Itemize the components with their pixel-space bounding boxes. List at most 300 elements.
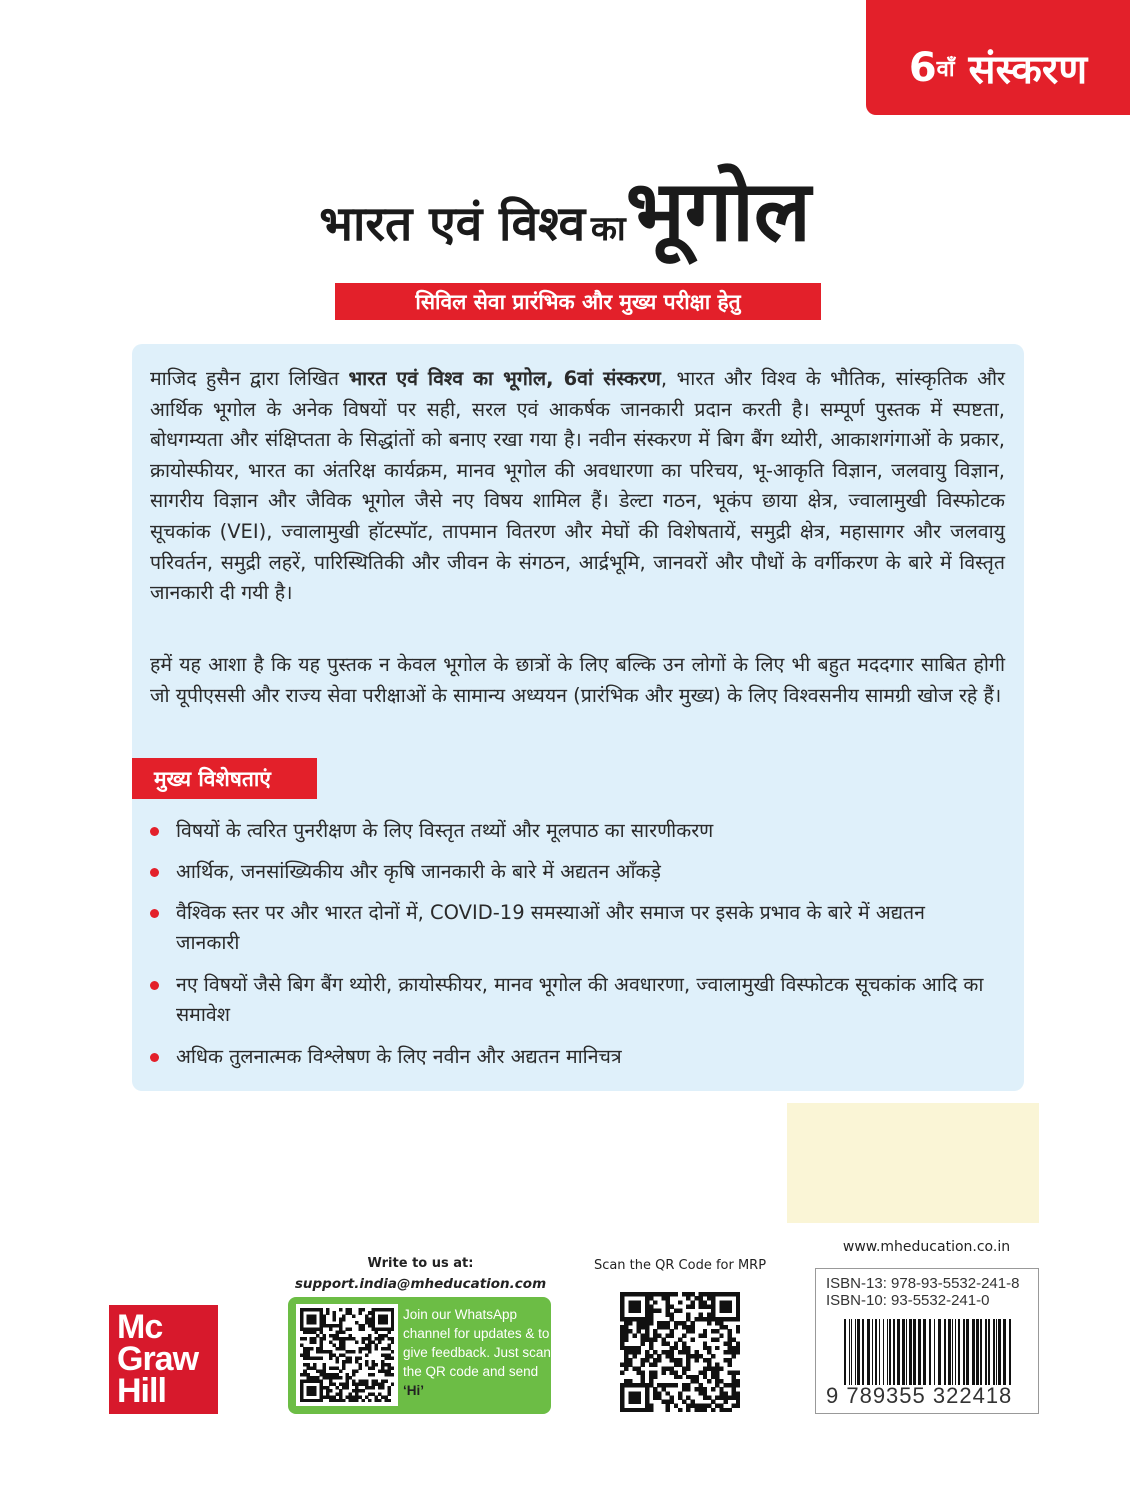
qr-module	[649, 1371, 653, 1375]
qr-module	[728, 1338, 732, 1342]
mrp-qr-code[interactable]	[620, 1292, 740, 1412]
qr-module	[666, 1321, 670, 1325]
qr-module	[306, 1366, 310, 1370]
qr-module	[678, 1321, 682, 1325]
qr-module	[355, 1392, 359, 1396]
qr-module	[645, 1338, 649, 1342]
qr-module	[365, 1360, 369, 1364]
qr-module	[620, 1317, 624, 1321]
qr-module	[368, 1321, 372, 1325]
qr-module	[674, 1309, 678, 1313]
qr-module	[310, 1376, 314, 1380]
qr-module	[313, 1340, 317, 1344]
qr-module	[329, 1324, 333, 1328]
qr-module	[645, 1292, 649, 1296]
qr-module	[300, 1383, 304, 1387]
qr-module	[715, 1346, 719, 1350]
qr-module	[300, 1389, 304, 1393]
qr-module	[329, 1366, 333, 1370]
qr-module	[310, 1331, 314, 1335]
qr-module	[736, 1304, 740, 1308]
qr-module	[306, 1331, 310, 1335]
qr-module	[620, 1292, 624, 1296]
qr-module	[381, 1308, 385, 1312]
qr-module	[707, 1362, 711, 1366]
qr-module	[670, 1350, 674, 1354]
qr-module	[699, 1313, 703, 1317]
qr-module	[362, 1340, 366, 1344]
qr-module	[384, 1334, 388, 1338]
qr-module	[632, 1346, 636, 1350]
qr-module	[391, 1327, 394, 1331]
qr-module	[670, 1333, 674, 1337]
qr-module	[682, 1346, 686, 1350]
qr-module	[728, 1304, 732, 1308]
qr-module	[371, 1308, 375, 1312]
qr-module	[707, 1304, 711, 1308]
qr-module	[723, 1400, 727, 1404]
qr-module	[624, 1292, 628, 1296]
qr-module	[732, 1338, 736, 1342]
qr-module	[339, 1324, 343, 1328]
qr-module	[653, 1375, 657, 1379]
qr-module	[368, 1373, 372, 1377]
qr-module	[711, 1296, 715, 1300]
qr-module	[306, 1376, 310, 1380]
qr-module	[378, 1327, 382, 1331]
qr-module	[732, 1387, 736, 1391]
qr-module	[703, 1329, 707, 1333]
qr-module	[339, 1353, 343, 1357]
subtitle-banner: सिविल सेवा प्रारंभिक और मुख्य परीक्षा हेतु	[335, 283, 821, 320]
qr-module	[707, 1395, 711, 1399]
qr-module	[723, 1317, 727, 1321]
qr-module	[686, 1387, 690, 1391]
qr-module	[719, 1325, 723, 1329]
qr-module	[707, 1296, 711, 1300]
qr-module	[736, 1346, 740, 1350]
qr-module	[628, 1383, 632, 1387]
qr-module	[723, 1292, 727, 1296]
qr-module	[686, 1292, 690, 1296]
qr-module	[628, 1379, 632, 1383]
qr-module	[728, 1300, 732, 1304]
qr-module	[306, 1373, 310, 1377]
qr-module	[641, 1338, 645, 1342]
qr-module	[300, 1324, 304, 1328]
qr-module	[661, 1350, 665, 1354]
qr-module	[384, 1373, 388, 1377]
qr-module	[388, 1357, 392, 1361]
qr-module	[641, 1333, 645, 1337]
qr-module	[339, 1383, 343, 1387]
qr-module	[666, 1325, 670, 1329]
qr-module	[310, 1379, 314, 1383]
qr-module	[711, 1371, 715, 1375]
qr-module	[690, 1400, 694, 1404]
qr-module	[628, 1400, 632, 1404]
qr-module	[732, 1383, 736, 1387]
qr-module	[313, 1392, 317, 1396]
barcode-bar	[980, 1319, 982, 1385]
qr-module	[345, 1337, 349, 1341]
qr-module	[316, 1350, 320, 1354]
qr-module	[332, 1399, 336, 1402]
qr-module	[620, 1408, 624, 1412]
qr-module	[375, 1327, 379, 1331]
qr-module	[711, 1304, 715, 1308]
qr-module	[699, 1333, 703, 1337]
qr-module	[381, 1383, 385, 1387]
qr-module	[339, 1331, 343, 1335]
qr-module	[732, 1395, 736, 1399]
qr-module	[303, 1347, 307, 1351]
whatsapp-qr-code[interactable]	[296, 1304, 398, 1406]
qr-module	[300, 1386, 304, 1390]
qr-module	[694, 1379, 698, 1383]
qr-module	[674, 1362, 678, 1366]
qr-module	[736, 1342, 740, 1346]
qr-module	[300, 1344, 304, 1348]
qr-module	[371, 1314, 375, 1318]
qr-module	[391, 1340, 394, 1344]
qr-module	[682, 1383, 686, 1387]
qr-module	[653, 1338, 657, 1342]
features-heading: मुख्य विशेषताएं	[132, 758, 317, 799]
qr-module	[694, 1358, 698, 1362]
qr-module	[661, 1366, 665, 1370]
qr-module	[303, 1350, 307, 1354]
qr-module	[358, 1324, 362, 1328]
qr-module	[719, 1395, 723, 1399]
qr-module	[345, 1360, 349, 1364]
qr-module	[653, 1333, 657, 1337]
qr-module	[637, 1400, 641, 1404]
qr-module	[628, 1346, 632, 1350]
barcode-bar	[929, 1319, 931, 1385]
qr-module	[715, 1292, 719, 1296]
qr-module	[339, 1327, 343, 1331]
qr-module	[371, 1373, 375, 1377]
qr-module	[699, 1371, 703, 1375]
qr-module	[645, 1358, 649, 1362]
qr-module	[707, 1358, 711, 1362]
qr-module	[365, 1379, 369, 1383]
qr-module	[368, 1324, 372, 1328]
qr-module	[375, 1379, 379, 1383]
qr-module	[336, 1360, 340, 1364]
qr-module	[384, 1370, 388, 1374]
qr-module	[384, 1314, 388, 1318]
qr-module	[632, 1292, 636, 1296]
qr-module	[342, 1353, 346, 1357]
qr-module	[632, 1309, 636, 1313]
qr-module	[628, 1391, 632, 1395]
qr-module	[736, 1383, 740, 1387]
qr-module	[339, 1370, 343, 1374]
qr-module	[336, 1334, 340, 1338]
qr-module	[628, 1358, 632, 1362]
qr-module	[384, 1363, 388, 1367]
qr-module	[699, 1292, 703, 1296]
qr-module	[319, 1350, 323, 1354]
qr-module	[313, 1314, 317, 1318]
mrp-label: Scan the QR Code for MRP	[593, 1258, 767, 1273]
qr-module	[637, 1391, 641, 1395]
qr-module	[653, 1292, 657, 1296]
qr-module	[686, 1350, 690, 1354]
qr-module	[349, 1399, 353, 1402]
feature-item: अधिक तुलनात्मक विश्लेषण के लिए नवीन और अद्यतन मानिचत्र	[150, 1042, 990, 1072]
qr-module	[715, 1404, 719, 1408]
qr-module	[736, 1395, 740, 1399]
qr-module	[378, 1308, 382, 1312]
qr-module	[728, 1309, 732, 1313]
qr-module	[384, 1396, 388, 1400]
qr-module	[624, 1362, 628, 1366]
qr-module	[628, 1362, 632, 1366]
barcode-bar	[934, 1319, 935, 1385]
qr-module	[694, 1387, 698, 1391]
barcode-bar	[855, 1319, 856, 1385]
qr-module	[699, 1404, 703, 1408]
qr-module	[628, 1317, 632, 1321]
qr-module	[352, 1383, 356, 1387]
qr-module	[649, 1292, 653, 1296]
qr-module	[355, 1360, 359, 1364]
qr-module	[323, 1337, 327, 1341]
qr-module	[728, 1333, 732, 1337]
website[interactable]: www.mheducation.co.in	[842, 1239, 1011, 1255]
qr-module	[723, 1309, 727, 1313]
qr-module	[682, 1342, 686, 1346]
barcode-bar	[906, 1319, 907, 1385]
barcode-bar	[998, 1319, 1001, 1385]
qr-module	[319, 1337, 323, 1341]
qr-module	[332, 1324, 336, 1328]
qr-module	[645, 1391, 649, 1395]
qr-module	[323, 1318, 327, 1322]
qr-module	[339, 1399, 343, 1402]
qr-module	[349, 1327, 353, 1331]
qr-module	[732, 1350, 736, 1354]
qr-module	[362, 1347, 366, 1351]
qr-module	[686, 1383, 690, 1387]
qr-module	[620, 1346, 624, 1350]
qr-module	[326, 1373, 330, 1377]
qr-module	[319, 1321, 323, 1325]
qr-module	[375, 1337, 379, 1341]
qr-module	[391, 1324, 394, 1328]
qr-module	[358, 1308, 362, 1312]
qr-module	[653, 1395, 657, 1399]
barcode-bar	[944, 1319, 946, 1385]
qr-module	[378, 1334, 382, 1338]
qr-module	[313, 1331, 317, 1335]
qr-module	[686, 1404, 690, 1408]
qr-module	[384, 1327, 388, 1331]
qr-module	[339, 1347, 343, 1351]
qr-module	[670, 1313, 674, 1317]
qr-module	[686, 1313, 690, 1317]
qr-module	[388, 1370, 392, 1374]
barcode-bar	[879, 1319, 880, 1385]
qr-module	[336, 1357, 340, 1361]
qr-module	[719, 1309, 723, 1313]
qr-module	[306, 1318, 310, 1322]
qr-module	[645, 1296, 649, 1300]
qr-module	[624, 1338, 628, 1342]
qr-module	[728, 1395, 732, 1399]
contact-email[interactable]: support.india@mheducation.com	[294, 1276, 547, 1292]
qr-module	[632, 1350, 636, 1354]
qr-module	[339, 1392, 343, 1396]
qr-module	[637, 1383, 641, 1387]
qr-module	[326, 1389, 330, 1393]
qr-module	[358, 1389, 362, 1393]
qr-module	[375, 1363, 379, 1367]
barcode-bar	[913, 1319, 916, 1385]
qr-module	[703, 1371, 707, 1375]
qr-module	[690, 1292, 694, 1296]
qr-module	[329, 1334, 333, 1338]
qr-module	[355, 1386, 359, 1390]
qr-module	[342, 1340, 346, 1344]
qr-module	[723, 1358, 727, 1362]
qr-module	[657, 1333, 661, 1337]
barcode-bar	[875, 1319, 877, 1385]
qr-module	[728, 1350, 732, 1354]
qr-module	[319, 1396, 323, 1400]
qr-module	[653, 1309, 657, 1313]
qr-module	[736, 1313, 740, 1317]
qr-module	[358, 1379, 362, 1383]
qr-module	[384, 1357, 388, 1361]
qr-module	[736, 1391, 740, 1395]
qr-module	[703, 1292, 707, 1296]
qr-module	[645, 1408, 649, 1412]
qr-module	[703, 1317, 707, 1321]
qr-module	[384, 1321, 388, 1325]
qr-module	[732, 1346, 736, 1350]
qr-module	[719, 1317, 723, 1321]
price-sticker-area	[787, 1103, 1039, 1223]
qr-module	[686, 1408, 690, 1412]
qr-module	[649, 1317, 653, 1321]
qr-module	[674, 1404, 678, 1408]
qr-module	[362, 1399, 366, 1402]
qr-module	[388, 1337, 392, 1341]
qr-module	[358, 1347, 362, 1351]
qr-module	[339, 1396, 343, 1400]
qr-module	[352, 1389, 356, 1393]
qr-module	[686, 1358, 690, 1362]
qr-module	[728, 1371, 732, 1375]
qr-module	[300, 1337, 304, 1341]
qr-module	[349, 1334, 353, 1338]
qr-module	[349, 1360, 353, 1364]
qr-module	[699, 1383, 703, 1387]
qr-module	[728, 1408, 732, 1412]
barcode-bar	[938, 1319, 941, 1385]
qr-module	[371, 1318, 375, 1322]
qr-module	[736, 1300, 740, 1304]
qr-module	[375, 1331, 379, 1335]
qr-module	[388, 1331, 392, 1335]
qr-module	[371, 1321, 375, 1325]
qr-module	[719, 1391, 723, 1395]
qr-module	[645, 1400, 649, 1404]
qr-module	[670, 1395, 674, 1399]
qr-module	[645, 1354, 649, 1358]
qr-module	[732, 1375, 736, 1379]
qr-module	[637, 1371, 641, 1375]
qr-module	[342, 1399, 346, 1402]
qr-module	[711, 1400, 715, 1404]
qr-module	[628, 1350, 632, 1354]
qr-module	[736, 1350, 740, 1354]
qr-module	[388, 1399, 392, 1402]
qr-module	[628, 1408, 632, 1412]
qr-module	[358, 1363, 362, 1367]
qr-module	[332, 1314, 336, 1318]
qr-module	[632, 1395, 636, 1399]
qr-module	[342, 1383, 346, 1387]
qr-module	[637, 1304, 641, 1308]
qr-module	[732, 1404, 736, 1408]
qr-module	[306, 1399, 310, 1402]
qr-module	[699, 1408, 703, 1412]
qr-module	[620, 1383, 624, 1387]
qr-module	[736, 1404, 740, 1408]
qr-module	[653, 1350, 657, 1354]
qr-module	[384, 1308, 388, 1312]
qr-module	[310, 1337, 314, 1341]
qr-module	[381, 1386, 385, 1390]
qr-module	[306, 1347, 310, 1351]
qr-module	[381, 1318, 385, 1322]
qr-module	[641, 1371, 645, 1375]
qr-module	[670, 1304, 674, 1308]
p1-bold: भारत एवं विश्व का भूगोल, 6वां संस्करण	[348, 367, 661, 390]
qr-module	[719, 1333, 723, 1337]
feature-item: नए विषयों जैसे बिग बैंग थ्योरी, क्रायोस्फीयर, मानव भूगोल की अवधारणा, ज्वालामुखी विस्फोटक सूचकांक आदि का समावेश	[150, 970, 990, 1030]
qr-module	[637, 1309, 641, 1313]
feature-item: वैश्विक स्तर पर और भारत दोनों में, COVID-19 समस्याओं और समाज पर इसके प्रभाव के बारे में अद्यतन जानकारी	[150, 898, 990, 958]
qr-module	[375, 1396, 379, 1400]
qr-module	[316, 1376, 320, 1380]
qr-module	[362, 1383, 366, 1387]
qr-module	[645, 1404, 649, 1408]
qr-module	[723, 1342, 727, 1346]
qr-module	[711, 1338, 715, 1342]
qr-module	[666, 1313, 670, 1317]
qr-module	[699, 1300, 703, 1304]
qr-module	[303, 1379, 307, 1383]
qr-module	[736, 1296, 740, 1300]
qr-module	[326, 1386, 330, 1390]
isbn-box	[815, 1268, 1039, 1414]
qr-module	[342, 1337, 346, 1341]
qr-module	[310, 1386, 314, 1390]
qr-module	[699, 1391, 703, 1395]
mcgraw-hill-logo: Mc Graw Hill	[109, 1305, 218, 1414]
qr-module	[620, 1404, 624, 1408]
barcode-bar	[985, 1319, 987, 1385]
qr-module	[368, 1318, 372, 1322]
qr-module	[368, 1340, 372, 1344]
qr-module	[365, 1321, 369, 1325]
